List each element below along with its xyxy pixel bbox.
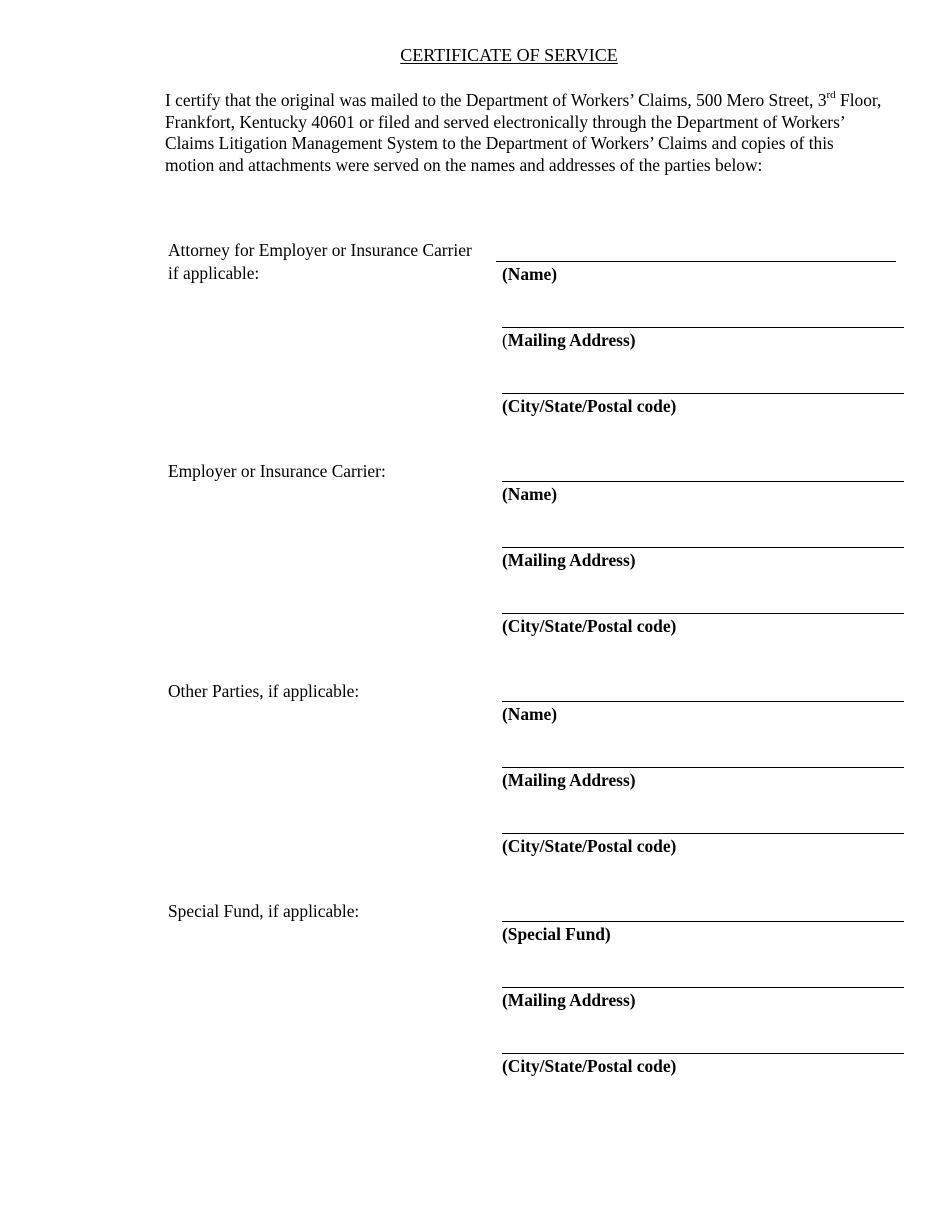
special-fund-line[interactable] [502, 921, 904, 922]
attorney-label-line-1: Attorney for Employer or Insurance Carrier [168, 240, 472, 260]
ordinal-suffix: rd [826, 89, 836, 102]
special-fund-caption: (Special Fund) [502, 924, 611, 944]
other-address-line[interactable] [502, 767, 904, 768]
attorney-label [168, 239, 472, 285]
employer-name-line[interactable] [502, 481, 904, 482]
attorney-address-caption: (Mailing Address) [502, 330, 636, 350]
other-city-caption: (City/State/Postal code) [502, 836, 677, 856]
special-fund-city-caption: (City/State/Postal code) [502, 1056, 677, 1076]
special-fund-address-caption: (Mailing Address) [502, 990, 636, 1010]
other-parties-label: Other Parties, if applicable: [168, 681, 360, 701]
employer-address-line[interactable] [502, 547, 904, 548]
employer-address-caption: (Mailing Address) [502, 550, 636, 570]
paren-prefix: ( [502, 330, 508, 350]
employer-city-line[interactable] [502, 613, 904, 614]
attorney-label-line-2: if applicable: [168, 263, 260, 283]
attorney-name-caption: (Name) [502, 264, 558, 284]
attorney-name-line[interactable] [496, 261, 896, 262]
other-address-caption: (Mailing Address) [502, 770, 636, 790]
special-fund-address-line[interactable] [502, 987, 904, 988]
special-fund-label: Special Fund, if applicable: [168, 901, 360, 921]
employer-label: Employer or Insurance Carrier: [168, 461, 386, 481]
special-fund-city-line[interactable] [502, 1053, 904, 1054]
other-name-line[interactable] [502, 701, 904, 702]
other-name-caption: (Name) [502, 704, 558, 724]
page-title: CERTIFICATE OF SERVICE [400, 45, 618, 65]
attorney-city-caption: (City/State/Postal code) [502, 396, 677, 416]
statement-part-2: Floor, Frankfort, Kentucky 40601 or filed and served electronically through the Department of Workers’ Claims Litigation Management System to the Department of Workers’ Claims and copies of this motion and attachments were served on the names and addresses of the parties below: [165, 90, 882, 175]
statement-part-1: I certify that the original was mailed to the Department of Workers’ Claims, 500 Mero Street, 3 [165, 90, 827, 110]
certification-statement [165, 90, 885, 176]
other-city-line[interactable] [502, 833, 904, 834]
employer-city-caption: (City/State/Postal code) [502, 616, 677, 636]
attorney-address-line[interactable] [502, 327, 904, 328]
employer-name-caption: (Name) [502, 484, 558, 504]
attorney-city-line[interactable] [502, 393, 904, 394]
